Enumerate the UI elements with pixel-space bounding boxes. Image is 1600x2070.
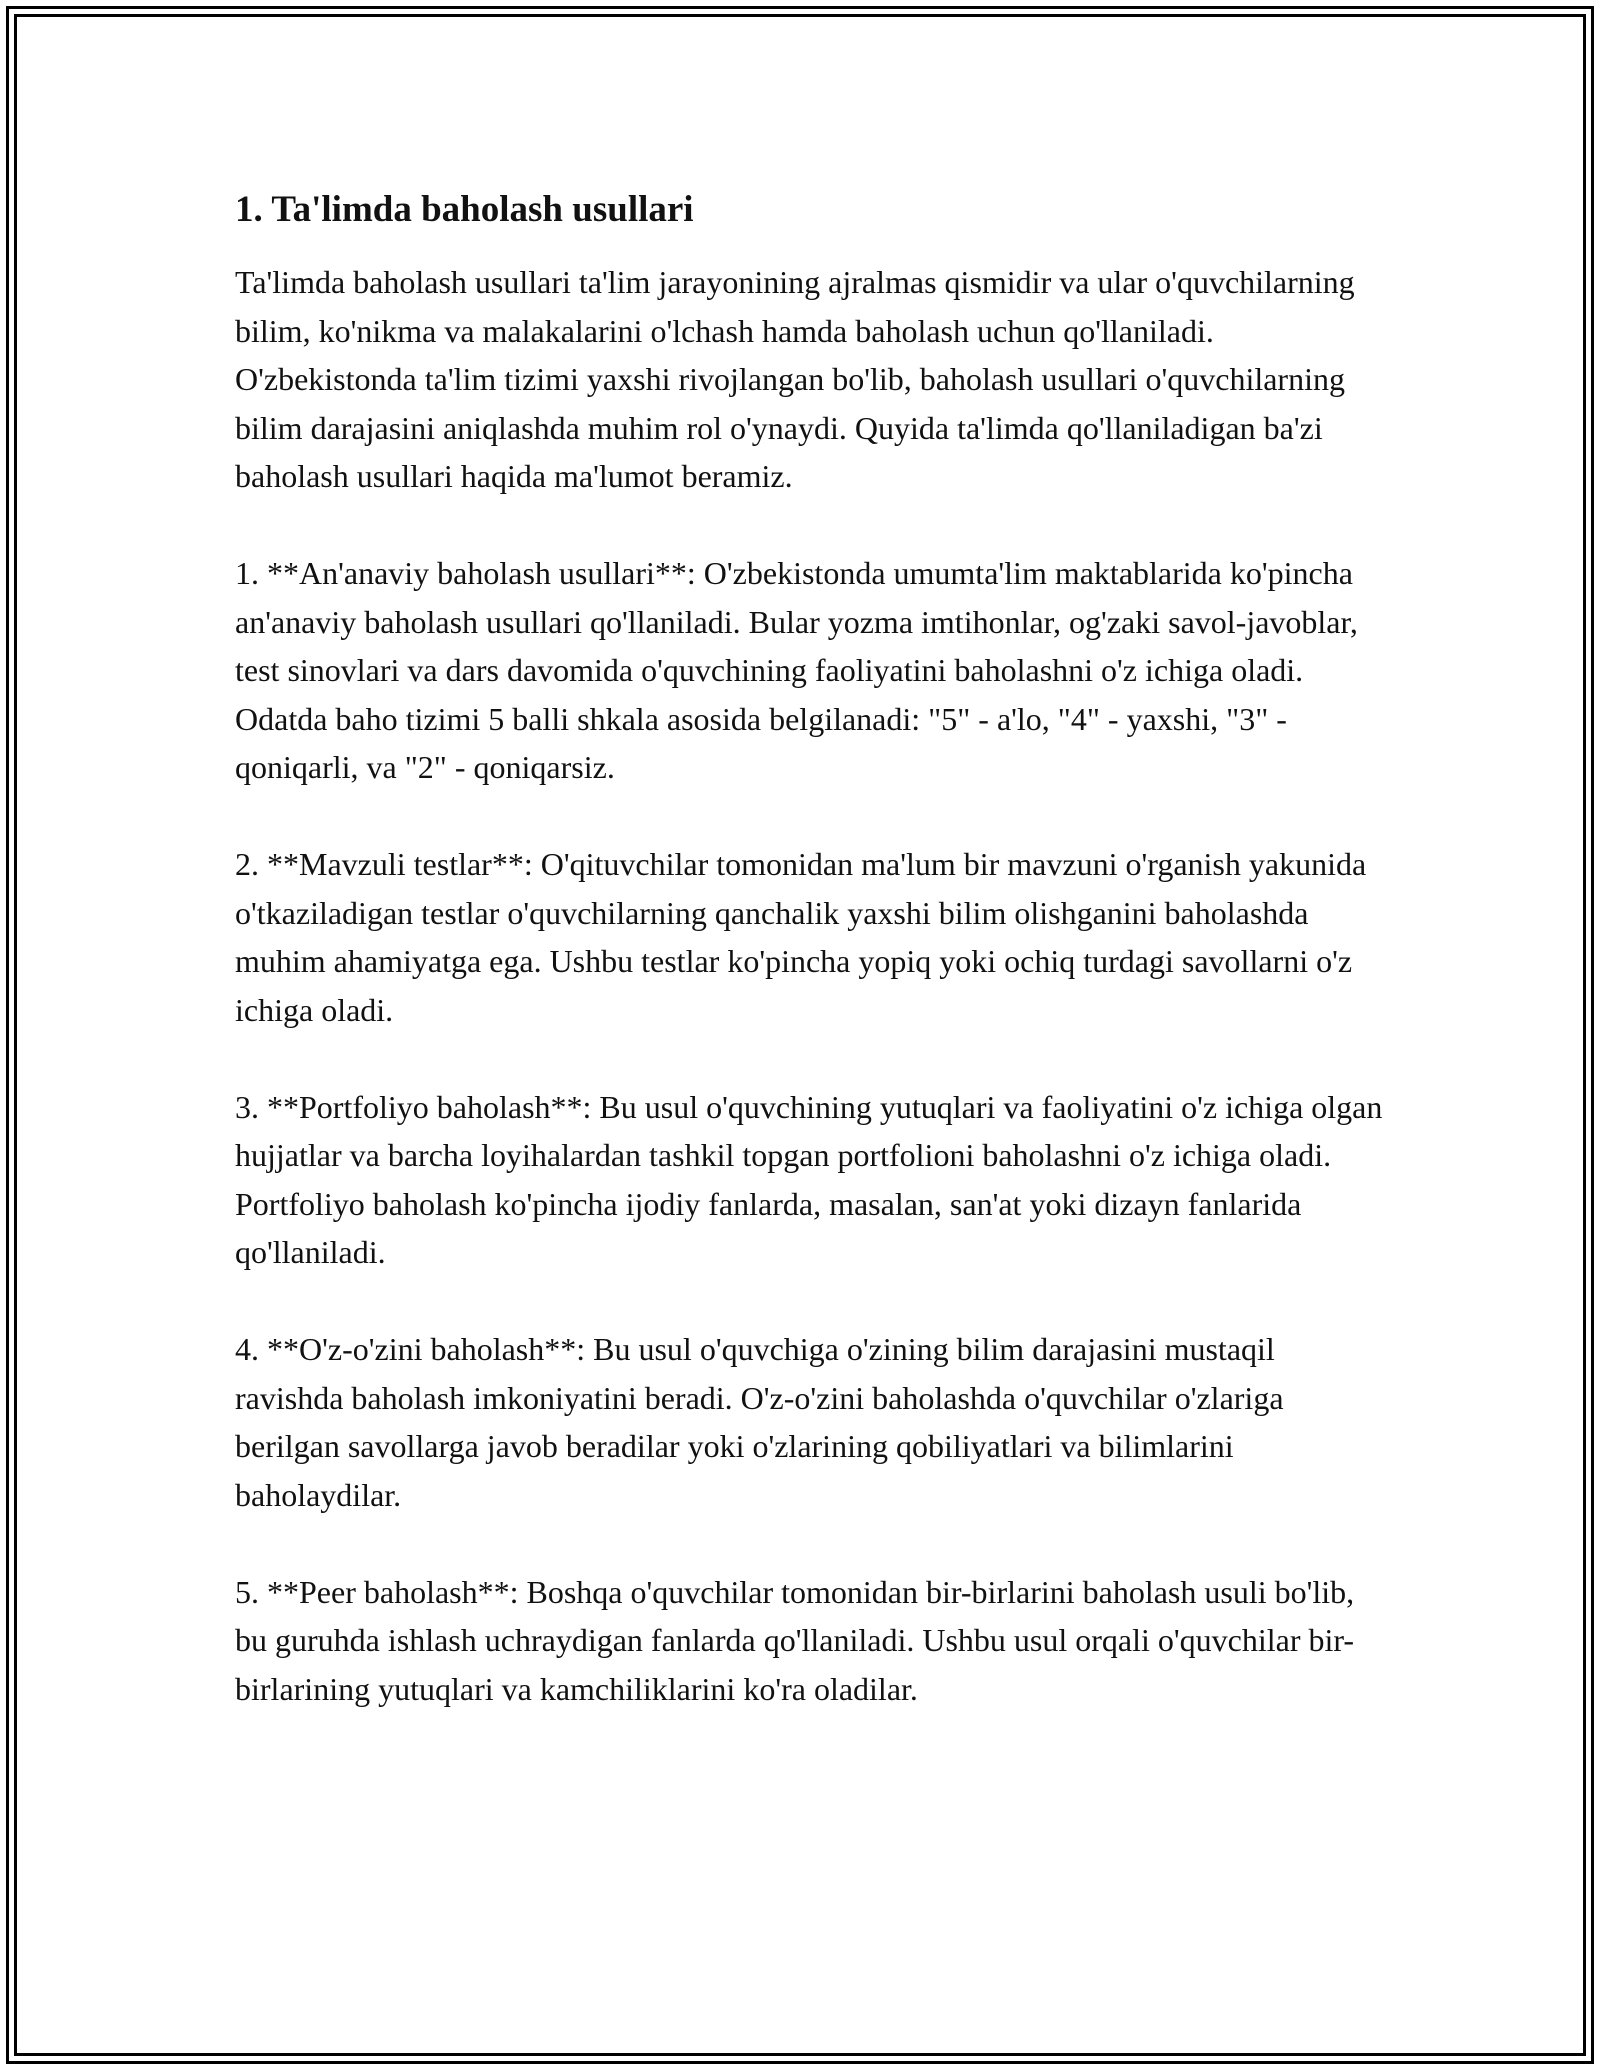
paragraph-topic-tests: 2. **Mavzuli testlar**: O'qituvchilar tomonidan ma'lum bir mavzuni o'rganish yakunida o'tkaziladigan testlar o'quvchilarning qanchalik yaxshi bilim olishganini baholashda muhim ahamiyatga ega. Ushbu testlar ko'pincha yopiq yoki ochiq turdagi savollarni o'z ichiga oladi.: [235, 846, 1367, 1028]
document-title: 1. Ta'limda baholash usullari: [235, 189, 694, 230]
paragraph-traditional-assessment: 1. **An'anaviy baholash usullari**: O'zbekistonda umumta'lim maktablarida ko'pincha an'anaviy baholash usullari qo'llaniladi. Bular yozma imtihonlar, og'zaki savol-javoblar, test sinovlari va dars davomida o'quvchining faoliyatini baholashni o'z ichiga oladi. Odatda baho tizimi 5 balli shkala asosida belgilanadi: "5" - a'lo, "4" - yaxshi, "3" - qoniqarli, va "2" - qoniqarsiz.: [235, 555, 1358, 785]
intro-paragraph: Ta'limda baholash usullari ta'lim jarayonining ajralmas qismidir va ular o'quvchilarning bilim, ko'nikma va malakalarini o'lchash hamda baholash uchun qo'llaniladi. O'zbekistonda ta'lim tizimi yaxshi rivojlangan bo'lib, baholash usullari o'quvchilarning bilim darajasini aniqlashda muhim rol o'ynaydi. Quyida ta'limda qo'llaniladigan ba'zi baholash usullari haqida ma'lumot beramiz.: [235, 264, 1355, 494]
paragraph-peer-assessment: 5. **Peer baholash**: Boshqa o'quvchilar tomonidan bir-birlarini baholash usuli bo'lib, bu guruhda ishlash uchraydigan fanlarda qo'llaniladi. Ushbu usul orqali o'quvchilar bir-birlarining yutuqlari va kamchiliklarini ko'ra oladilar.: [235, 1573, 1355, 1707]
document-body: [235, 186, 1385, 1762]
paragraph-portfolio-assessment: 3. **Portfoliyo baholash**: Bu usul o'quvchining yutuqlari va faoliyatini o'z ichiga olgan hujjatlar va barcha loyihalardan tashkil topgan portfolioni baholashni o'z ichiga oladi. Portfoliyo baholash ko'pincha ijodiy fanlarda, masalan, san'at yoki dizayn fanlarida qo'llaniladi.: [235, 1088, 1383, 1270]
paragraph-self-assessment: 4. **O'z-o'zini baholash**: Bu usul o'quvchiga o'zining bilim darajasini mustaqil ravishda baholash imkoniyatini beradi. O'z-o'zini baholashda o'quvchilar o'zlariga berilgan savollarga javob beradilar yoki o'zlarining qobiliyatlari va bilimlarini baholaydilar.: [235, 1331, 1284, 1513]
